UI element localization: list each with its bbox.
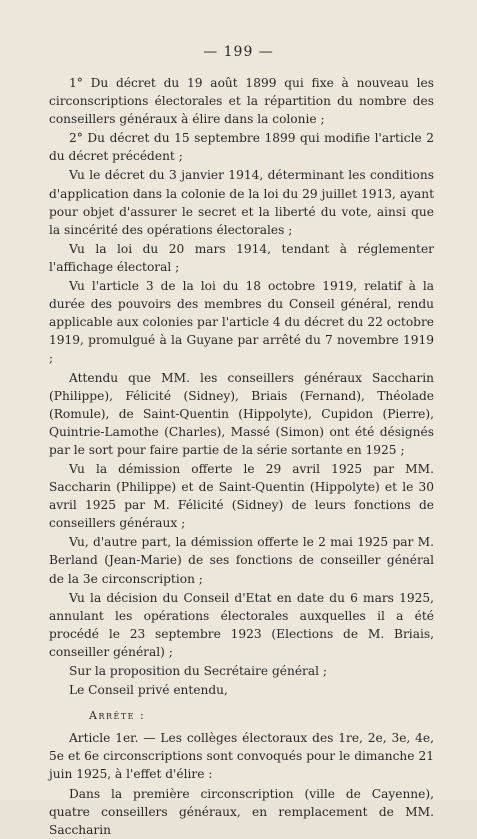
- paragraph-proposition: Sur la proposition du Secrétaire général ;: [69, 664, 328, 678]
- paragraph-conseil-etat: Vu la décision du Conseil d'Etat en date du 6 mars 1925, annulant les opérations électorales auxquelles il a été procédé le 23 septembre 1923 (Elections de M. Briais, conseiller général) ;: [49, 590, 434, 659]
- paragraph-conseil-prive: Le Conseil privé entendu,: [69, 683, 228, 698]
- document-body: [49, 74, 434, 839]
- paragraph-attendu: Attendu que MM. les conseillers généraux Saccharin (Philippe), Félicité (Sidney), Briais (Fernand), Théolade (Romule), de Saint-Quentin (Hippolyte), Cupidon (Pierre), Quintrie-Lamothe (Charles), Massé (Simon) ont été désignés par le sort pour faire partie de la série sortante en 1925 ;: [49, 370, 434, 457]
- paragraph-law-1919: Vu l'article 3 de la loi du 18 octobre 1919, relatif à la durée des pouvoirs des membres du Conseil général, rendu applicable aux colonies par l'article 4 du décret du 22 octobre 1919, promulgué à la Guyane par arrêté du 7 novembre 1919 ;: [49, 279, 434, 366]
- paragraph-decree-1914: Vu le décret du 3 janvier 1914, déterminant les conditions d'application dans la colonie de la loi du 29 juillet 1913, ayant pour objet d'assurer le secret et la liberté du vote, ainsi que la sincérité des opérations électorales ;: [49, 168, 434, 237]
- paragraph-article-1: Article 1er. — Les collèges électoraux des 1re, 2e, 3e, 4e, 5e et 6e circonscriptions sont convoqués pour le dimanche 21 juin 1925, à l'effet d'élire :: [49, 731, 434, 782]
- paragraph-law-1914: Vu la loi du 20 mars 1914, tendant à réglementer l'affichage électoral ;: [49, 241, 434, 274]
- paragraph-decree-1899-circonscriptions: 1° Du décret du 19 août 1899 qui fixe à nouveau les circonscriptions électorales et la répartition du nombre des conseillers généraux à élire dans la colonie ;: [49, 76, 434, 127]
- page-number: — 199 —: [203, 44, 274, 60]
- arrete-heading: Arrête :: [89, 709, 146, 723]
- paragraph-first-circonscription: Dans la première circonscription (ville de Cayenne), quatre conseillers généraux, en remplacement de MM. Saccharin: [49, 786, 434, 837]
- paragraph-resignation-april: Vu la démission offerte le 29 avril 1925 par MM. Saccharin (Philippe) et de Saint-Quentin (Hippolyte) et le 30 avril 1925 par M. Félicité (Sidney) de leurs fonctions de conseillers généraux ;: [49, 461, 434, 531]
- paragraph-resignation-may: Vu, d'autre part, la démission offerte le 2 mai 1925 par M. Berland (Jean-Marie) de ses fonctions de conseiller général de la 3e circonscription ;: [49, 535, 434, 586]
- paragraph-decree-1899-september: 2° Du décret du 15 septembre 1899 qui modifie l'article 2 du décret précédent ;: [49, 131, 434, 164]
